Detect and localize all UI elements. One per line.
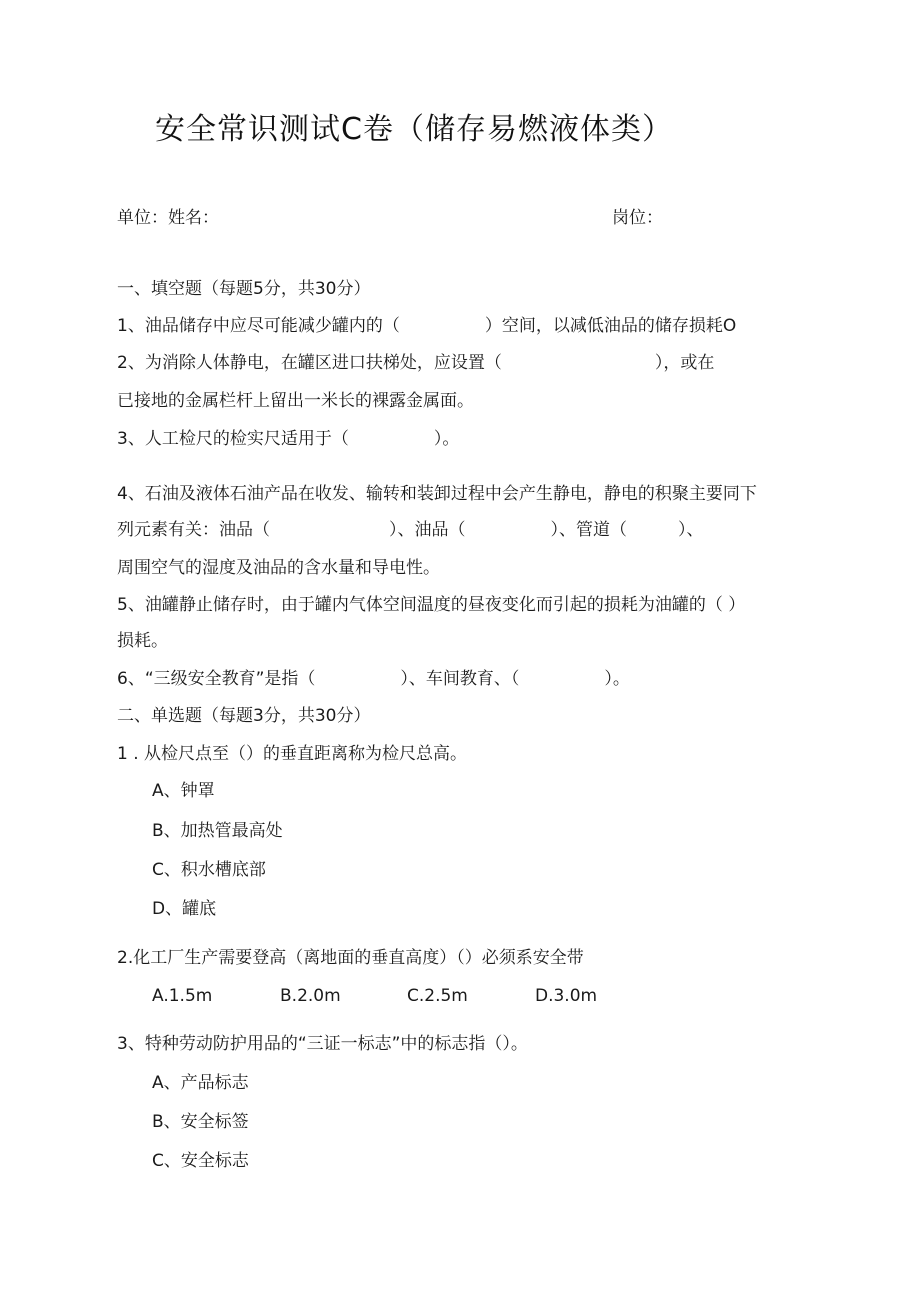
option-item: A、产品标志 bbox=[152, 1073, 249, 1093]
option-item: C、积水槽底部 bbox=[152, 860, 266, 880]
section1-line: 1、油品储存中应尽可能减少罐内的（ ）空间，以减低油品的储存损耗O bbox=[117, 316, 737, 336]
section1-line: 3、人工检尺的检实尺适用于（ ）。 bbox=[117, 429, 460, 449]
question-stem: 1 . 从检尺点至（）的垂直距离称为检尺总高。 bbox=[117, 744, 468, 764]
header-unit-name: 单位：姓名： bbox=[117, 208, 219, 228]
section1-line: 5、油罐静止储存时，由于罐内气体空间温度的昼夜变化而引起的损耗为油罐的（ ） bbox=[117, 595, 746, 615]
header-post: 岗位： bbox=[612, 208, 663, 228]
option-item: D.3.0m bbox=[535, 986, 598, 1006]
option-item: C、安全标志 bbox=[152, 1151, 249, 1171]
section1-line: 已接地的金属栏杆上留出一米长的裸露金属面。 bbox=[117, 391, 474, 411]
section1-heading: 一、填空题（每题5分，共30分） bbox=[117, 279, 371, 299]
option-item: C.2.5m bbox=[407, 986, 468, 1006]
section1-line: 损耗。 bbox=[117, 631, 168, 651]
section1-line: 周围空气的湿度及油品的含水量和导电性。 bbox=[117, 558, 440, 578]
option-item: B、加热管最高处 bbox=[152, 821, 283, 841]
question-stem: 3、特种劳动防护用品的“三证一标志”中的标志指（）。 bbox=[117, 1034, 528, 1054]
section2-heading: 二、单选题（每题3分，共30分） bbox=[117, 706, 371, 726]
option-item: D、罐底 bbox=[152, 899, 217, 919]
option-item: A.1.5m bbox=[152, 986, 213, 1006]
section1-line: 6、“三级安全教育”是指（ ）、车间教育、（ ）。 bbox=[117, 669, 630, 689]
option-item: B、安全标签 bbox=[152, 1112, 249, 1132]
page-title: 安全常识测试C卷（储存易燃液体类） bbox=[155, 112, 673, 147]
section1-line: 4、石油及液体石油产品在收发、输转和装卸过程中会产生静电，静电的积聚主要同下 bbox=[117, 484, 757, 504]
section1-line: 列元素有关：油品（ ）、油品（ ）、管道（ ）、 bbox=[117, 520, 704, 540]
section1-line: 2、为消除人体静电，在罐区进口扶梯处，应设置（ ），或在 bbox=[117, 353, 715, 373]
option-item: B.2.0m bbox=[280, 986, 341, 1006]
question-stem: 2.化工厂生产需要登高（离地面的垂直高度）（）必须系安全带 bbox=[117, 948, 584, 968]
option-item: A、钟罩 bbox=[152, 781, 215, 801]
